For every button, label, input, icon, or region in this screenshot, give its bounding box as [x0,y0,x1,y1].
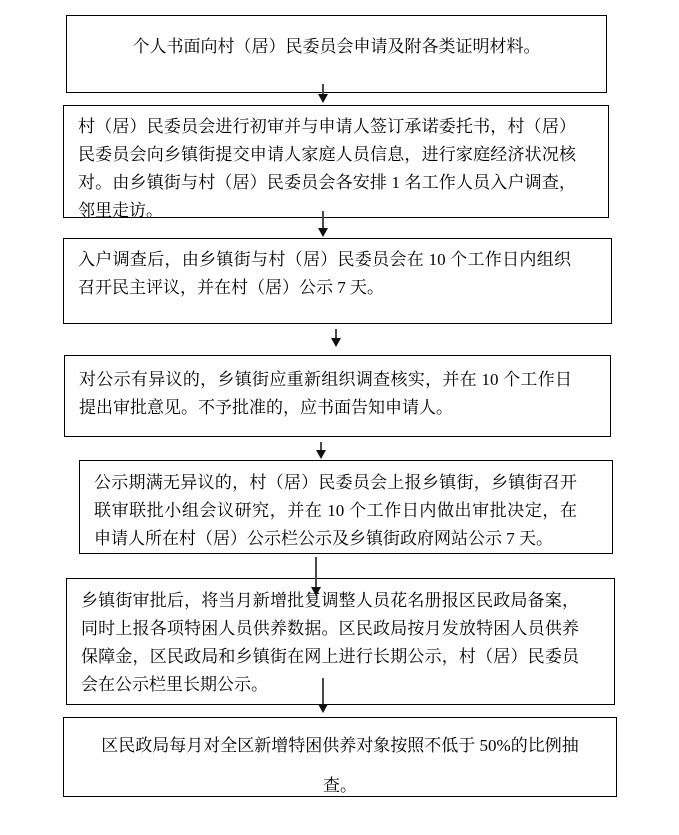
flow-step-6 [66,578,615,705]
arrow-head [318,228,328,237]
arrow-down-icon [317,678,328,713]
flow-step-7-text: 区民政局每月对全区新增特困供养对象按照不低于 50%的比例抽查。 [101,736,579,795]
arrow-head [318,94,328,103]
flow-step-2 [63,105,609,218]
arrow-shaft [322,211,324,229]
flow-step-4 [64,355,611,437]
flow-step-5 [79,460,613,554]
arrow-head [331,338,341,347]
flow-step-1-text: 个人书面向村（居）民委员会申请及附各类证明材料。 [132,37,541,56]
flow-step-3-text: 入户调查后，由乡镇街与村（居）民委员会在 10 个工作日内组织召开民主评议，并在村（居）公示 7 天。 [78,250,571,297]
flow-step-4-text: 对公示有异议的，乡镇街应重新组织调查核实，并在 10 个工作日提出审批意见。不予批准的，应书面告知申请人。 [79,370,572,417]
arrow-down-icon [317,84,328,103]
arrow-head [311,587,321,596]
flow-step-5-text: 公示期满无异议的，村（居）民委员会上报乡镇街，乡镇街召开联审联批小组会议研究，并在 10 个工作日内做出审批决定，在申请人所在村（居）公示栏公示及乡镇街政府网站公示 7 天。 [94,473,577,548]
arrow-head [318,704,328,713]
arrow-shaft [315,557,317,588]
arrow-shaft [322,678,324,705]
flow-step-7 [63,717,617,797]
flow-step-3 [63,238,612,324]
flow-step-6-text: 乡镇街审批后，将当月新增批复调整人员花名册报区民政局备案，同时上报各项特困人员供养数据。区民政局按月发放特困人员供养保障金，区民政局和乡镇街在网上进行长期公示，村（居）民委员会在公示栏里长期公示。 [81,591,579,694]
flow-step-1 [66,15,607,93]
arrow-down-icon [310,557,321,596]
arrow-down-icon [330,329,341,347]
arrow-head [316,450,326,459]
arrow-down-icon [317,211,328,237]
flow-step-2-text: 村（居）民委员会进行初审并与申请人签订承诺委托书，村（居）民委员会向乡镇街提交申请人家庭人员信息，进行家庭经济状况核对。由乡镇街与村（居）民委员会各安排 1 名工作人员入户调查，邻里走访。 [78,117,576,220]
arrow-down-icon [315,442,326,459]
